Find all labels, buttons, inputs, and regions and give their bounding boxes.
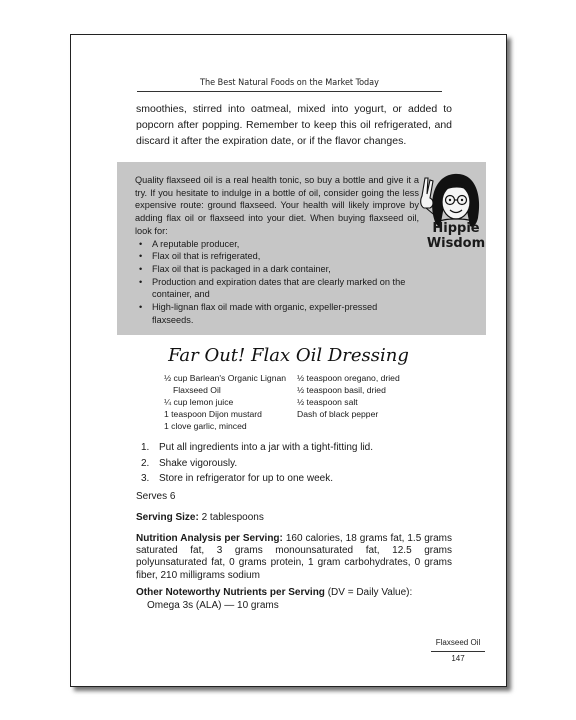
hippie-wisdom-sidebar (117, 162, 486, 335)
recipe-title: Far Out! Flax Oil Dressing (168, 345, 409, 366)
footer-section-title: Flaxseed Oil (435, 638, 481, 647)
serving-size (136, 512, 452, 524)
ingredient: ½ cup Barlean's Organic Lignan (164, 373, 287, 383)
step-text: Put all ingredients into a jar with a tight-fitting lid. (159, 442, 373, 453)
ingredient: ½ teaspoon basil, dried (297, 385, 386, 395)
sidebar-bullet-list (135, 238, 419, 327)
recipe-steps (141, 440, 461, 487)
ingredients-right-column (297, 372, 427, 420)
recipe-step (141, 471, 461, 487)
hippie-cartoon-icon (414, 166, 486, 266)
recipe-step (141, 456, 461, 472)
footer-divider (431, 651, 485, 652)
badge-line-2: Wisdom (426, 236, 486, 251)
running-head: The Best Natural Foods on the Market Today (137, 78, 442, 92)
hippie-wisdom-label (423, 221, 489, 251)
sidebar-bullet: • A reputable producer, (152, 238, 419, 251)
badge-line-1: Hippie (432, 221, 480, 236)
sidebar-paragraph: Quality flaxseed oil is a real health tonic, so buy a bottle and give it a try. If you hesitate to indulge in a bottle of oil, consider going the less expensive route: ground flaxseed. Your health will likely improve by adding flax oil or flaxseed into your diet. When buying flaxseed oil, look for: (135, 175, 419, 236)
nutrition-label: Nutrition Analysis per Serving: (136, 533, 283, 544)
ingredient: ½ teaspoon salt (297, 397, 358, 407)
sidebar-bullet: • Flax oil that is refrigerated, (152, 250, 419, 263)
recipe-step (141, 440, 461, 456)
step-number: 2. (141, 457, 150, 469)
ingredient: ½ teaspoon oregano, dried (297, 373, 400, 383)
serving-size-label: Serving Size: (136, 512, 199, 523)
ingredients-left-column (164, 372, 292, 432)
nutrition-analysis (136, 533, 452, 582)
intro-paragraph: smoothies, stirred into oatmeal, mixed into yogurt, or added to popcorn after popping. Remember to keep this oil refrigerated, and discard it after the expiration date, or if the flavor changes. (136, 103, 452, 147)
step-number: 1. (141, 442, 150, 453)
sidebar-bullet: • High-lignan flax oil made with organic, expeller-pressed flaxseeds. (152, 301, 419, 326)
other-nutrients-label: Other Noteworthy Nutrients per Serving (136, 587, 325, 598)
other-nutrients (136, 587, 452, 599)
ingredient-continuation: Flaxseed Oil (173, 385, 221, 395)
ingredient: Dash of black pepper (297, 409, 379, 419)
nutrition-value: 160 calories, 18 grams fat, 1.5 grams saturated fat, 3 grams monounsaturated fat, 12.5 grams polyunsaturated fat, 0 grams protein, 1 gram carbohydrates, 0 grams fiber, 210 milligrams sodium (136, 533, 453, 581)
serving-size-value: 2 tablespoons (198, 512, 264, 523)
page-number: 147 (451, 654, 465, 663)
serves: Serves 6 (136, 491, 176, 502)
sidebar-bullet: • Flax oil that is packaged in a dark container, (152, 263, 419, 276)
omega-3-item: Omega 3s (ALA) — 10 grams (147, 600, 279, 611)
step-text: Shake vigorously. (159, 457, 238, 469)
ingredient: 1 teaspoon Dijon mustard (164, 409, 262, 419)
other-nutrients-value: (DV = Daily Value): (324, 587, 413, 598)
book-page (70, 34, 507, 687)
sidebar-bullet: • Production and expiration dates that are clearly marked on the container, and (152, 276, 419, 301)
step-number: 3. (141, 473, 150, 484)
ingredient: ¼ cup lemon juice (164, 397, 234, 407)
sidebar-text (135, 174, 419, 326)
step-text: Store in refrigerator for up to one week. (159, 473, 333, 484)
ingredient: 1 clove garlic, minced (164, 421, 247, 431)
